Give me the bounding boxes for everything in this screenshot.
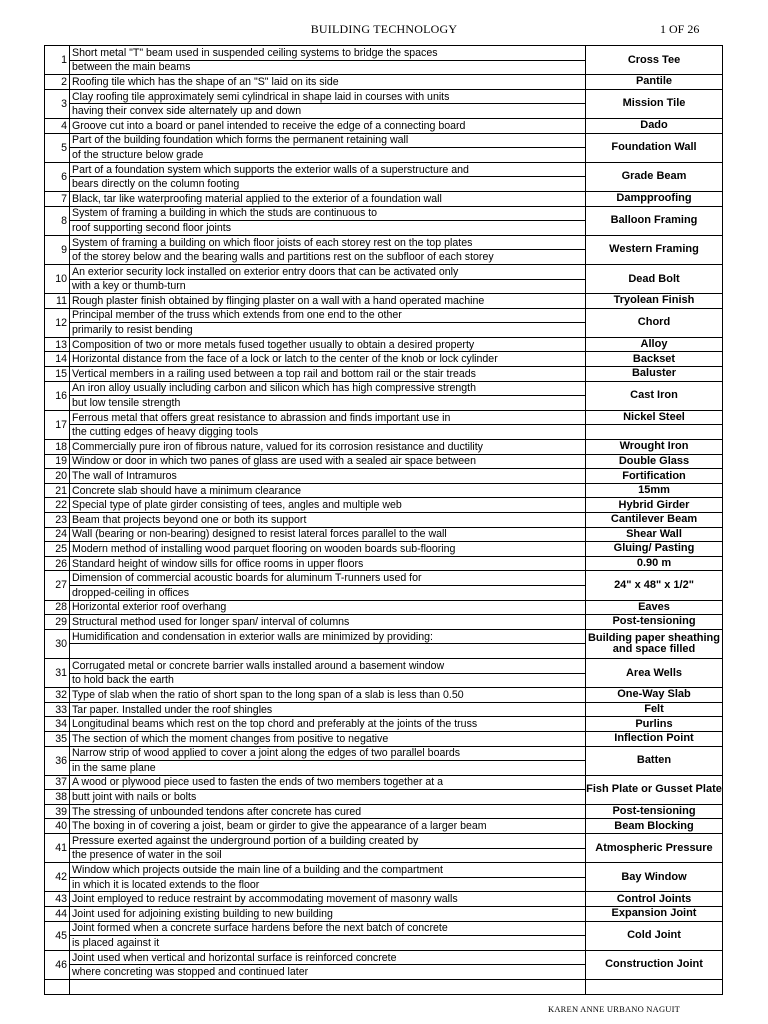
item-number: 38 xyxy=(45,790,70,805)
table-row xyxy=(45,702,723,717)
item-number: 46 xyxy=(45,950,70,979)
item-description: System of framing a building in which the studs are continuous to xyxy=(70,206,586,221)
item-description: Joint employed to reduce restraint by accommodating movement of masonry walls xyxy=(70,892,586,907)
item-answer: Foundation Wall xyxy=(586,133,723,162)
item-answer: Building paper sheathing and space filled xyxy=(586,629,723,658)
item-answer: Cast Iron xyxy=(586,381,723,410)
item-number: 40 xyxy=(45,819,70,834)
item-answer: Double Glass xyxy=(586,454,723,469)
table-row xyxy=(45,337,723,352)
table-row xyxy=(45,191,723,206)
item-number: 20 xyxy=(45,469,70,484)
item-number: 32 xyxy=(45,688,70,703)
table-row xyxy=(45,834,723,849)
item-description: Part of a foundation system which supports the exterior walls of a superstructure and xyxy=(70,162,586,177)
item-answer: Fortification xyxy=(586,469,723,484)
item-description xyxy=(70,644,586,659)
item-description: Joint used for adjoining existing building to new building xyxy=(70,907,586,922)
item-answer: Purlins xyxy=(586,717,723,732)
table-row xyxy=(45,804,723,819)
table-row xyxy=(45,308,723,323)
table-row xyxy=(45,600,723,615)
table-row xyxy=(45,206,723,221)
item-answer: Cold Joint xyxy=(586,921,723,950)
item-description: Rough plaster finish obtained by flinging plaster on a wall with a hand operated machine xyxy=(70,294,586,309)
table-row xyxy=(45,89,723,104)
table-row xyxy=(45,264,723,279)
item-description: Concrete slab should have a minimum clearance xyxy=(70,483,586,498)
item-number: 17 xyxy=(45,410,70,439)
table-row xyxy=(45,892,723,907)
item-answer: Atmospheric Pressure xyxy=(586,834,723,863)
item-description: Beam that projects beyond one or both its support xyxy=(70,513,586,528)
item-answer: Baluster xyxy=(586,367,723,382)
item-answer: Post-tensioning xyxy=(586,804,723,819)
item-description: roof supporting second floor joints xyxy=(70,221,586,236)
item-description: Horizontal distance from the face of a lock or latch to the center of the knob or lock cylinder xyxy=(70,352,586,367)
table-row xyxy=(45,542,723,557)
table-row xyxy=(45,118,723,133)
item-description: Clay roofing tile approximately semi cylindrical in shape laid in courses with units xyxy=(70,89,586,104)
table-row xyxy=(45,352,723,367)
item-answer: Expansion Joint xyxy=(586,907,723,922)
item-description: Short metal "T" beam used in suspended ceiling systems to bridge the spaces xyxy=(70,46,586,61)
item-number: 26 xyxy=(45,556,70,571)
item-number: 37 xyxy=(45,775,70,790)
item-number xyxy=(45,980,70,995)
table-row xyxy=(45,498,723,513)
item-description: of the structure below grade xyxy=(70,148,586,163)
item-answer: Mission Tile xyxy=(586,89,723,118)
item-number: 35 xyxy=(45,731,70,746)
item-number: 31 xyxy=(45,658,70,687)
item-number: 2 xyxy=(45,75,70,90)
item-description: Narrow strip of wood applied to cover a joint along the edges of two parallel boards xyxy=(70,746,586,761)
item-description: The section of which the moment changes from positive to negative xyxy=(70,731,586,746)
item-number: 27 xyxy=(45,571,70,600)
item-answer: Wrought Iron xyxy=(586,440,723,455)
item-description: Standard height of window sills for office rooms in upper floors xyxy=(70,556,586,571)
table-row xyxy=(45,294,723,309)
item-answer: 0.90 m xyxy=(586,556,723,571)
item-description: An iron alloy usually including carbon and silicon which has high compressive strength xyxy=(70,381,586,396)
item-number: 30 xyxy=(45,629,70,658)
item-answer: Cantilever Beam xyxy=(586,513,723,528)
item-description: the cutting edges of heavy digging tools xyxy=(70,425,586,440)
table-row xyxy=(45,746,723,761)
item-number: 41 xyxy=(45,834,70,863)
table-row xyxy=(45,527,723,542)
item-answer: Construction Joint xyxy=(586,950,723,979)
item-answer: Inflection Point xyxy=(586,731,723,746)
item-description: dropped-ceiling in offices xyxy=(70,585,586,600)
item-description: Corrugated metal or concrete barrier walls installed around a basement window xyxy=(70,658,586,673)
item-description: Dimension of commercial acoustic boards for aluminum T-runners used for xyxy=(70,571,586,586)
item-number: 34 xyxy=(45,717,70,732)
item-number: 9 xyxy=(45,235,70,264)
item-description: Special type of plate girder consisting of tees, angles and multiple web xyxy=(70,498,586,513)
item-description: Longitudinal beams which rest on the top chord and preferably at the joints of the truss xyxy=(70,717,586,732)
item-number: 21 xyxy=(45,483,70,498)
item-answer: 15mm xyxy=(586,483,723,498)
item-answer: Fish Plate or Gusset Plate xyxy=(586,775,723,804)
item-description: The wall of Intramuros xyxy=(70,469,586,484)
table-row xyxy=(45,483,723,498)
item-description: Window or door in which two panes of glass are used with a sealed air space between xyxy=(70,454,586,469)
table-row xyxy=(45,688,723,703)
item-answer: Gluing/ Pasting xyxy=(586,542,723,557)
item-number: 6 xyxy=(45,162,70,191)
item-answer: Alloy xyxy=(586,337,723,352)
item-description: Joint formed when a concrete surface hardens before the next batch of concrete xyxy=(70,921,586,936)
table-row xyxy=(45,235,723,250)
table-row xyxy=(45,513,723,528)
table-row xyxy=(45,469,723,484)
item-answer: Bay Window xyxy=(586,863,723,892)
item-answer: Balloon Framing xyxy=(586,206,723,235)
item-answer: Hybrid Girder xyxy=(586,498,723,513)
terms-table xyxy=(44,45,723,995)
table-row xyxy=(45,425,723,440)
item-description: Groove cut into a board or panel intended to receive the edge of a connecting board xyxy=(70,118,586,133)
table-row xyxy=(45,615,723,630)
item-description: of the storey below and the bearing walls and partitions rest on the subfloor of each storey xyxy=(70,250,586,265)
item-description: Black, tar like waterproofing material applied to the exterior of a foundation wall xyxy=(70,191,586,206)
table-row xyxy=(45,571,723,586)
item-description: Commercially pure iron of fibrous nature, valued for its corrosion resistance and ductility xyxy=(70,440,586,455)
item-description: between the main beams xyxy=(70,60,586,75)
table-row xyxy=(45,980,723,995)
item-number: 29 xyxy=(45,615,70,630)
item-answer xyxy=(586,980,723,995)
item-description: primarily to resist bending xyxy=(70,323,586,338)
item-answer: Shear Wall xyxy=(586,527,723,542)
item-number: 16 xyxy=(45,381,70,410)
item-description: having their convex side alternately up and down xyxy=(70,104,586,119)
item-description: Ferrous metal that offers great resistance to abrassion and finds important use in xyxy=(70,410,586,425)
item-number: 13 xyxy=(45,337,70,352)
item-description: Structural method used for longer span/ interval of columns xyxy=(70,615,586,630)
item-number: 23 xyxy=(45,513,70,528)
item-description: A wood or plywood piece used to fasten the ends of two members together at a xyxy=(70,775,586,790)
item-answer: Eaves xyxy=(586,600,723,615)
author-footer: KAREN ANNE URBANO NAGUIT xyxy=(548,1004,681,1014)
item-answer: Dead Bolt xyxy=(586,264,723,293)
item-description: with a key or thumb-turn xyxy=(70,279,586,294)
item-description: is placed against it xyxy=(70,936,586,951)
item-number: 15 xyxy=(45,367,70,382)
item-answer: Dado xyxy=(586,118,723,133)
table-row xyxy=(45,921,723,936)
item-description: Wall (bearing or non-bearing) designed to resist lateral forces parallel to the wall xyxy=(70,527,586,542)
item-number: 42 xyxy=(45,863,70,892)
table-row xyxy=(45,162,723,177)
table-row xyxy=(45,863,723,878)
item-description: The boxing in of covering a joist, beam or girder to give the appearance of a larger beam xyxy=(70,819,586,834)
item-description: The stressing of unbounded tendons after concrete has cured xyxy=(70,804,586,819)
item-number: 22 xyxy=(45,498,70,513)
table-row xyxy=(45,46,723,61)
table-row xyxy=(45,907,723,922)
item-description: but low tensile strength xyxy=(70,396,586,411)
item-number: 19 xyxy=(45,454,70,469)
item-answer: Control Joints xyxy=(586,892,723,907)
page-title: BUILDING TECHNOLOGY xyxy=(310,22,458,36)
table-row xyxy=(45,819,723,834)
item-description: Joint used when vertical and horizontal surface is reinforced concrete xyxy=(70,950,586,965)
item-answer: One-Way Slab xyxy=(586,688,723,703)
table-row xyxy=(45,133,723,148)
item-number: 1 xyxy=(45,46,70,75)
item-description: the presence of water in the soil xyxy=(70,848,586,863)
terms-table-body xyxy=(45,46,723,995)
item-number: 4 xyxy=(45,118,70,133)
item-answer: Nickel Steel xyxy=(586,410,723,425)
item-number: 10 xyxy=(45,264,70,293)
item-answer: Beam Blocking xyxy=(586,819,723,834)
item-description: Horizontal exterior roof overhang xyxy=(70,600,586,615)
page-number: 1 OF 26 xyxy=(660,22,700,36)
item-description: Part of the building foundation which forms the permanent retaining wall xyxy=(70,133,586,148)
item-description: Tar paper. Installed under the roof shingles xyxy=(70,702,586,717)
item-answer: Batten xyxy=(586,746,723,775)
item-number: 3 xyxy=(45,89,70,118)
item-number: 36 xyxy=(45,746,70,775)
item-description: where concreting was stopped and continued later xyxy=(70,965,586,980)
item-number: 24 xyxy=(45,527,70,542)
item-description xyxy=(70,980,586,995)
item-number: 43 xyxy=(45,892,70,907)
item-number: 33 xyxy=(45,702,70,717)
table-row xyxy=(45,658,723,673)
item-description: in which it is located extends to the floor xyxy=(70,877,586,892)
item-description: Composition of two or more metals fused together usually to obtain a desired property xyxy=(70,337,586,352)
item-number: 18 xyxy=(45,440,70,455)
item-answer: Area Wells xyxy=(586,658,723,687)
item-description: Humidification and condensation in exterior walls are minimized by providing: xyxy=(70,629,586,644)
item-description: Modern method of installing wood parquet flooring on wooden boards sub-flooring xyxy=(70,542,586,557)
item-answer: 24" x 48" x 1/2" xyxy=(586,571,723,600)
item-answer: Dampproofing xyxy=(586,191,723,206)
empty-cell xyxy=(586,425,723,440)
item-description: butt joint with nails or bolts xyxy=(70,790,586,805)
item-description: to hold back the earth xyxy=(70,673,586,688)
item-number: 28 xyxy=(45,600,70,615)
item-description: Pressure exerted against the underground portion of a building created by xyxy=(70,834,586,849)
table-row xyxy=(45,731,723,746)
item-answer: Grade Beam xyxy=(586,162,723,191)
table-row xyxy=(45,775,723,790)
item-number: 12 xyxy=(45,308,70,337)
item-number: 14 xyxy=(45,352,70,367)
table-row xyxy=(45,556,723,571)
item-answer: Western Framing xyxy=(586,235,723,264)
table-row xyxy=(45,75,723,90)
item-answer: Tryolean Finish xyxy=(586,294,723,309)
item-number: 8 xyxy=(45,206,70,235)
item-description: bears directly on the column footing xyxy=(70,177,586,192)
item-description: Window which projects outside the main line of a building and the compartment xyxy=(70,863,586,878)
table-row xyxy=(45,440,723,455)
table-row xyxy=(45,410,723,425)
item-number: 45 xyxy=(45,921,70,950)
item-answer: Pantile xyxy=(586,75,723,90)
item-answer: Post-tensioning xyxy=(586,615,723,630)
item-number: 44 xyxy=(45,907,70,922)
item-description: Type of slab when the ratio of short span to the long span of a slab is less than 0.50 xyxy=(70,688,586,703)
item-description: Principal member of the truss which extends from one end to the other xyxy=(70,308,586,323)
item-number: 25 xyxy=(45,542,70,557)
table-row xyxy=(45,381,723,396)
item-number: 5 xyxy=(45,133,70,162)
item-answer: Felt xyxy=(586,702,723,717)
item-description: An exterior security lock installed on exterior entry doors that can be activated only xyxy=(70,264,586,279)
table-row xyxy=(45,629,723,644)
table-row xyxy=(45,367,723,382)
item-number: 39 xyxy=(45,804,70,819)
item-answer: Backset xyxy=(586,352,723,367)
item-description: System of framing a building on which floor joists of each storey rest on the top plates xyxy=(70,235,586,250)
item-number: 7 xyxy=(45,191,70,206)
item-description: Roofing tile which has the shape of an "S" laid on its side xyxy=(70,75,586,90)
item-answer: Chord xyxy=(586,308,723,337)
item-description: in the same plane xyxy=(70,761,586,776)
item-answer: Cross Tee xyxy=(586,46,723,75)
item-number: 11 xyxy=(45,294,70,309)
item-description: Vertical members in a railing used between a top rail and bottom rail or the stair treads xyxy=(70,367,586,382)
table-row xyxy=(45,454,723,469)
table-row xyxy=(45,717,723,732)
table-row xyxy=(45,950,723,965)
